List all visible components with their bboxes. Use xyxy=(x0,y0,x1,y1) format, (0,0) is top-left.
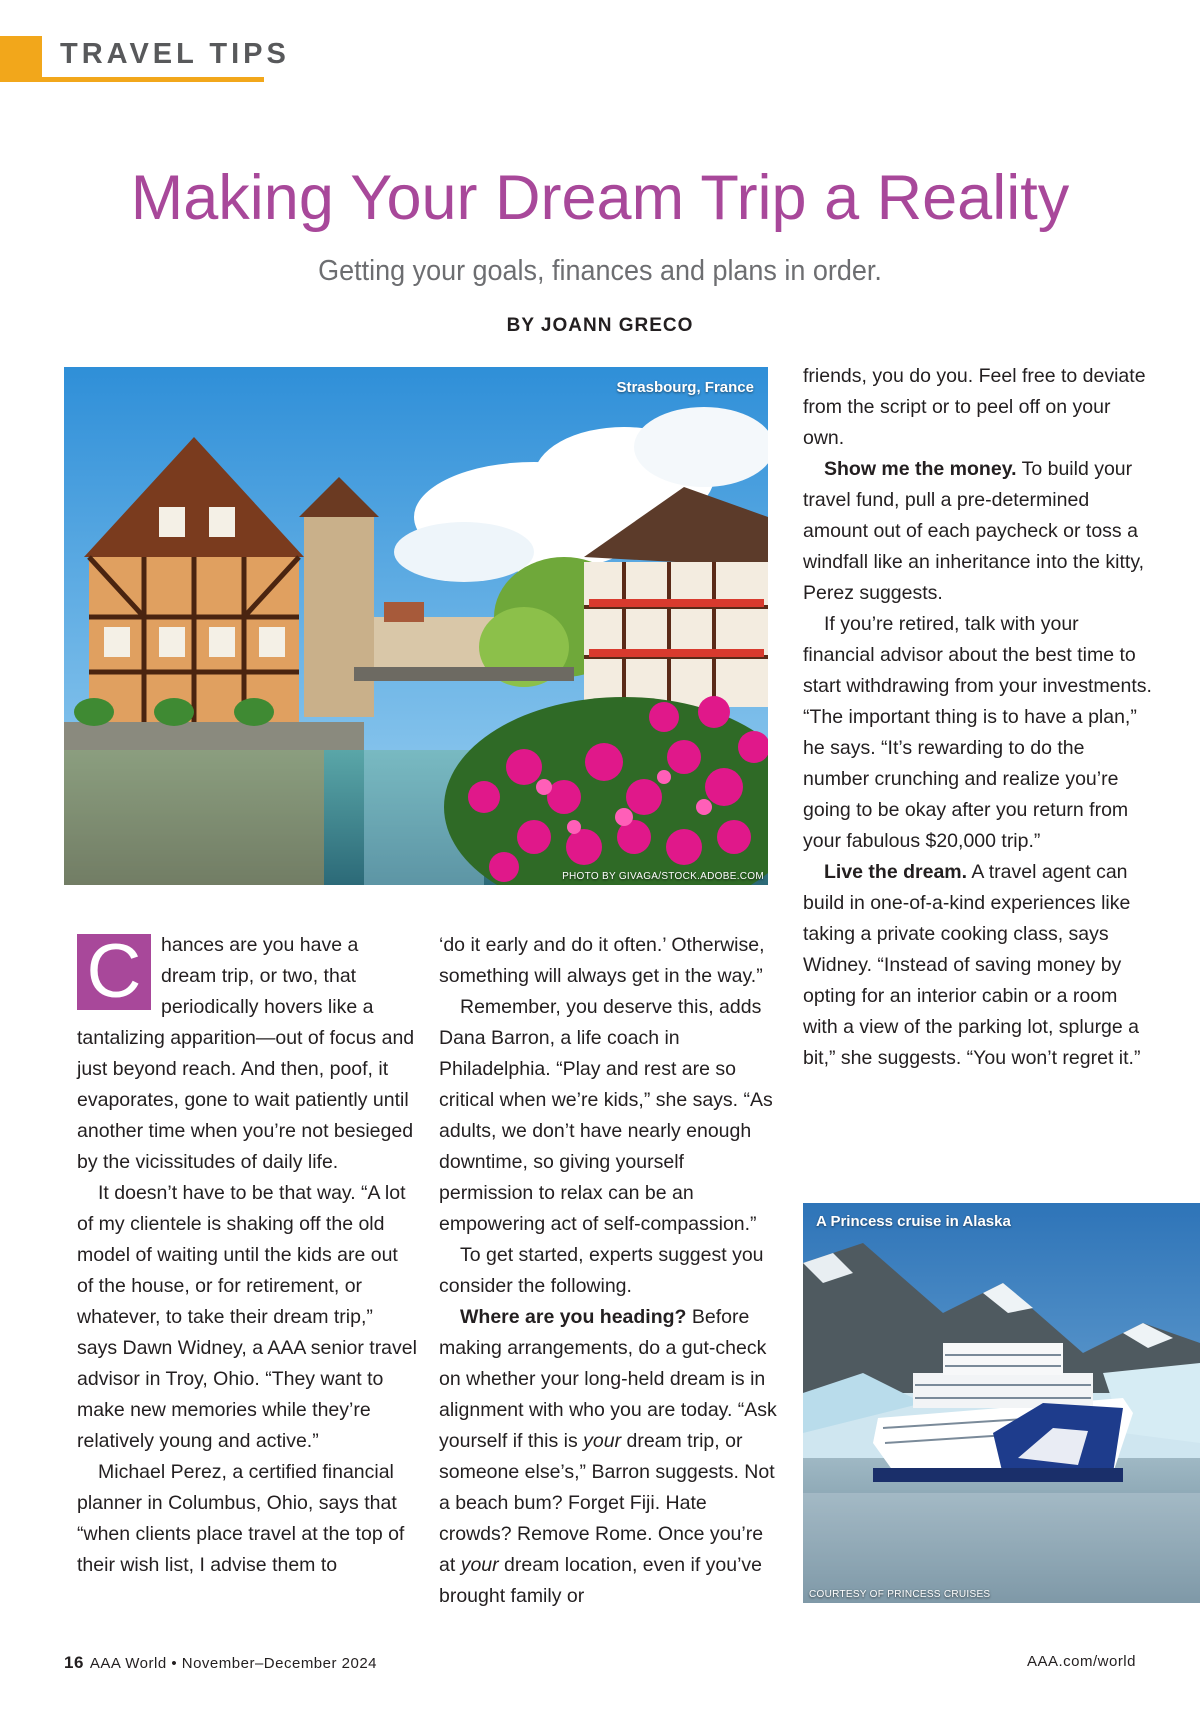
paragraph: Michael Perez, a certified financial planner in Columbus, Ohio, says that “when clients place travel at the top of their wish list, I advise them to xyxy=(77,1461,405,1576)
cruise-photo xyxy=(803,1203,1200,1603)
publication-info: AAA World • November–December 2024 xyxy=(89,1655,378,1672)
paragraph: Where are you heading? Before making arrangements, do a gut-check on whether your long-held dream is in alignment with who you are today. “Ask yourself if this is your dream trip, or someone else’s,” Barron suggests. Not a beach bum? Forget Fiji. Hate crowds? Remove Rome. Once you’re at your dream location, even if you’ve brought family or xyxy=(439,1306,777,1607)
section-label: TRAVEL TIPS xyxy=(60,38,290,70)
paragraph: ‘do it early and do it often.’ Otherwise, something will always get in the way.” xyxy=(439,934,765,987)
article-byline: BY JOANN GRECO xyxy=(506,315,694,336)
emphasis: your xyxy=(460,1554,499,1576)
section-tab-marker xyxy=(0,36,42,82)
article-column-3 xyxy=(803,361,1153,1074)
page-footer-left xyxy=(64,1653,377,1673)
subhead-lead: Live the dream. xyxy=(824,861,968,883)
paragraph: Show me the money. To build your travel fund, pull a pre-determined amount out of each paycheck or toss a windfall like an inheritance into the kitty, Perez suggests. xyxy=(803,458,1145,604)
photo-caption: A Princess cruise in Alaska xyxy=(816,1213,1011,1230)
cruise-illustration xyxy=(803,1203,1200,1603)
paragraph: Remember, you deserve this, adds Dana Barron, a life coach in Philadelphia. “Play and rest are so critical when we’re kids,” she says. “As adults, we don’t have nearly enough downtime, so giving yourself permission to relax can be an empowering act of self-compassion.” xyxy=(439,996,773,1235)
emphasis: your xyxy=(583,1430,622,1452)
paragraph: friends, you do you. Feel free to deviate from the script or to peel off on your own. xyxy=(803,365,1146,449)
paragraph: If you’re retired, talk with your financial advisor about the best time to start withdrawing from your investments. “The important thing is to have a plan,” he says. “It’s rewarding to do the number crunching and realize you’re going to be okay after you return from your fabulous $20,000 trip.” xyxy=(803,613,1152,852)
drop-cap: C xyxy=(77,934,151,1010)
paragraph: It doesn’t have to be that way. “A lot of my clientele is shaking off the old model of waiting until the kids are out of the house, or for retirement, or whatever, to take their dream trip,” says Dawn Widney, a AAA senior travel advisor in Troy, Ohio. “They want to make new memories while they’re relatively young and active.” xyxy=(77,1182,417,1452)
website-url: AAA.com/world xyxy=(1026,1653,1136,1670)
paragraph: To get started, experts suggest you consider the following. xyxy=(439,1244,764,1297)
page-number: 16 xyxy=(64,1653,84,1672)
paragraph: Live the dream. A travel agent can build in one-of-a-kind experiences like taking a private cooking class, says Widney. “Instead of saving money by opting for an interior cabin or a room with a view of the parking lot, splurge a bit,” she suggests. “You won’t regret it.” xyxy=(803,861,1141,1069)
strasbourg-illustration xyxy=(64,367,768,885)
photo-credit: PHOTO BY GIVAGA/STOCK.ADOBE.COM xyxy=(562,871,764,882)
article-column-2 xyxy=(439,930,779,1612)
article-column-1 xyxy=(77,930,417,1581)
paragraph: hances are you have a dream trip, or two, that periodically hovers like a tantalizing apparition—out of focus and just beyond reach. And then, poof, it evaporates, gone to wait patiently until another time when you’re not besieged by the vicissitudes of daily life. xyxy=(77,934,415,1173)
article-title: Making Your Dream Trip a Reality xyxy=(130,163,1070,233)
subhead-lead: Show me the money. xyxy=(824,458,1017,480)
section-underline xyxy=(42,77,264,82)
strasbourg-photo xyxy=(64,367,768,885)
photo-credit: COURTESY OF PRINCESS CRUISES xyxy=(809,1589,991,1600)
subhead-lead: Where are you heading? xyxy=(460,1306,687,1328)
photo-caption: Strasbourg, France xyxy=(616,379,754,396)
article-subtitle: Getting your goals, finances and plans in order. xyxy=(318,255,882,287)
